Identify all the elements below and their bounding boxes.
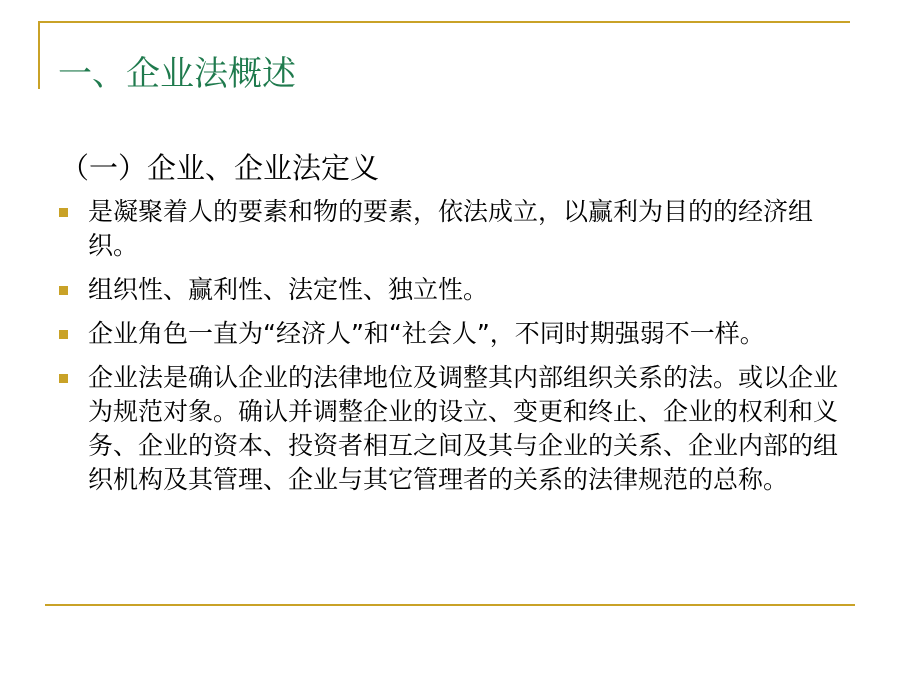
section-subheading: （一）企业、企业法定义 [60, 151, 380, 185]
bottom-divider-line [45, 604, 855, 606]
top-divider-line [38, 21, 850, 23]
square-bullet-icon [59, 286, 68, 295]
bullet-text: 企业法是确认企业的法律地位及调整其内部组织关系的法。或以企业为规范对象。确认并调整企业的设立、变更和终止、企业的权利和义务、企业的资本、投资者相互之间及其与企业的关系、企业内部的组织机构及其管理、企业与其它管理者的关系的法律规范的总称。 [88, 363, 839, 494]
left-divider-line [38, 21, 40, 89]
bullet-item [58, 361, 848, 497]
square-bullet-icon [59, 330, 68, 339]
slide-title: 一、企业法概述 [58, 54, 296, 94]
bullet-text: 企业角色一直为“经济人”和“社会人”，不同时期强弱不一样。 [88, 319, 765, 348]
bullet-text: 是凝聚着人的要素和物的要素，依法成立，以赢利为目的的经济组织。 [88, 197, 814, 260]
square-bullet-icon [59, 374, 68, 383]
bullet-list [58, 195, 848, 507]
square-bullet-icon [59, 208, 68, 217]
bullet-item [58, 195, 848, 263]
bullet-item [58, 317, 848, 351]
bullet-item [58, 273, 848, 307]
bullet-text: 组织性、赢利性、法定性、独立性。 [88, 275, 489, 304]
